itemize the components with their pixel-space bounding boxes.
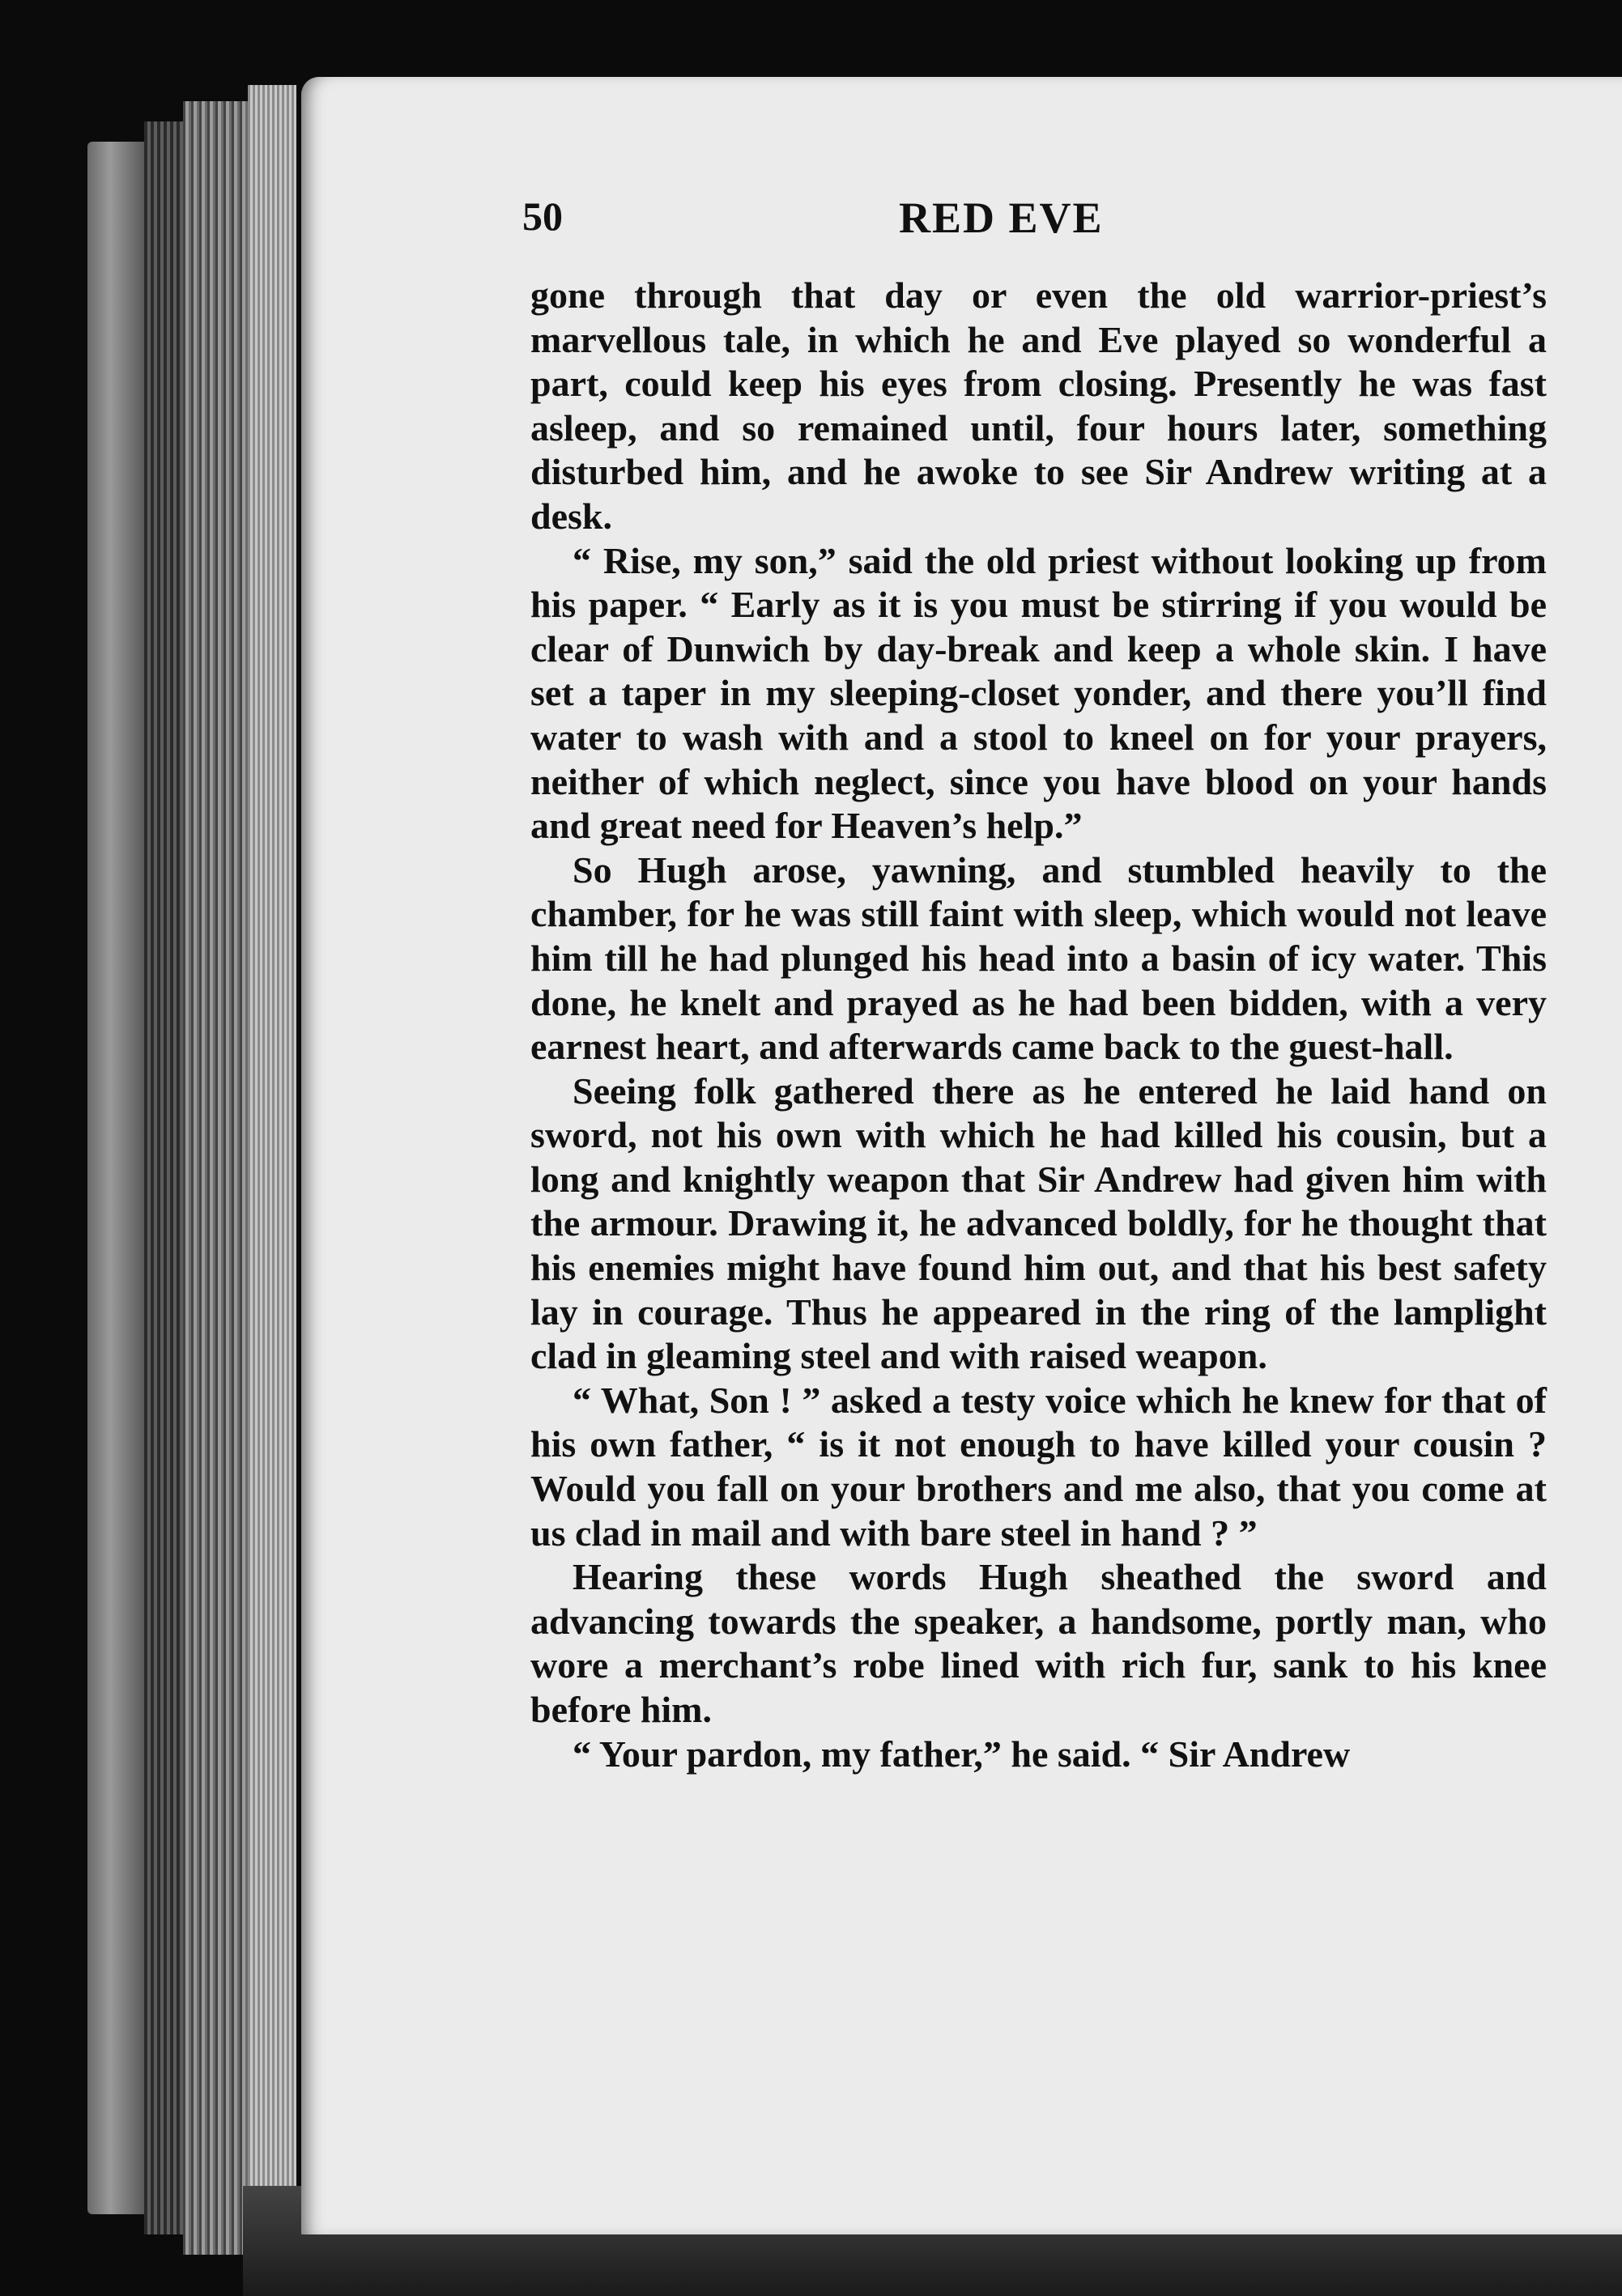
- book-edge-pages-light: [248, 85, 296, 2263]
- paragraph: “ Rise, my son,” said the old priest without looking up from his paper. “ Early as it is you must be stirring if you would be clear of Dunwich by day-break and keep a whole skin. I have set a taper in my sleeping-closet yonder, and there you’ll find water to wash with and a stool to kneel on for your prayers, neither of which neglect, since you have blood on your hands and great need for Heaven’s help.”: [530, 539, 1547, 847]
- book-edge-outer: [87, 142, 144, 2214]
- paragraph: “ Your pardon, my father,” he said. “ Sir Andrew: [573, 1733, 1351, 1775]
- paragraph-continued: gone through that day or even the old warrior-priest’s marvellous tale, in which he and Eve played so wonderful a part, could keep his eyes from closing. Presently he was fast asleep, and so remained until, four hours later, something disturbed him, and he awoke to see Sir Andrew writing at a desk.: [530, 274, 1547, 537]
- running-head: RED EVE: [899, 193, 1104, 242]
- body-text: [530, 274, 1547, 1776]
- book-edge-pages-mid: [183, 101, 248, 2255]
- book-edge-pages-dark: [144, 121, 183, 2234]
- paragraph: Hearing these words Hugh sheathed the sword and advancing towards the speaker, a handsome, portly man, who wore a merchant’s robe lined with rich fur, sank to his knee before him.: [530, 1556, 1547, 1730]
- page-number: 50: [522, 193, 563, 239]
- paragraph: “ What, Son ! ” asked a testy voice which he knew for that of his own father, “ is it not enough to have killed your cousin ? Would you fall on your brothers and me also, that you come at us clad in mail and with bare steel in hand ? ”: [530, 1379, 1547, 1554]
- paragraph: So Hugh arose, yawning, and stumbled heavily to the chamber, for he was still faint with sleep, which would not leave him till he had plunged his head into a basin of icy water. This done, he knelt and prayed as he had been bidden, with a very earnest heart, and afterwards came back to the guest-hall.: [530, 848, 1547, 1068]
- paragraph: Seeing folk gathered there as he entered he laid hand on sword, not his own with which he had killed his cousin, but a long and knightly weapon that Sir Andrew had given him with the armour. Drawing it, he advanced boldly, for he thought that his enemies might have found him out, and that his best safety lay in courage. Thus he appeared in the ring of the lamplight clad in gleaming steel and with raised weapon.: [530, 1069, 1547, 1377]
